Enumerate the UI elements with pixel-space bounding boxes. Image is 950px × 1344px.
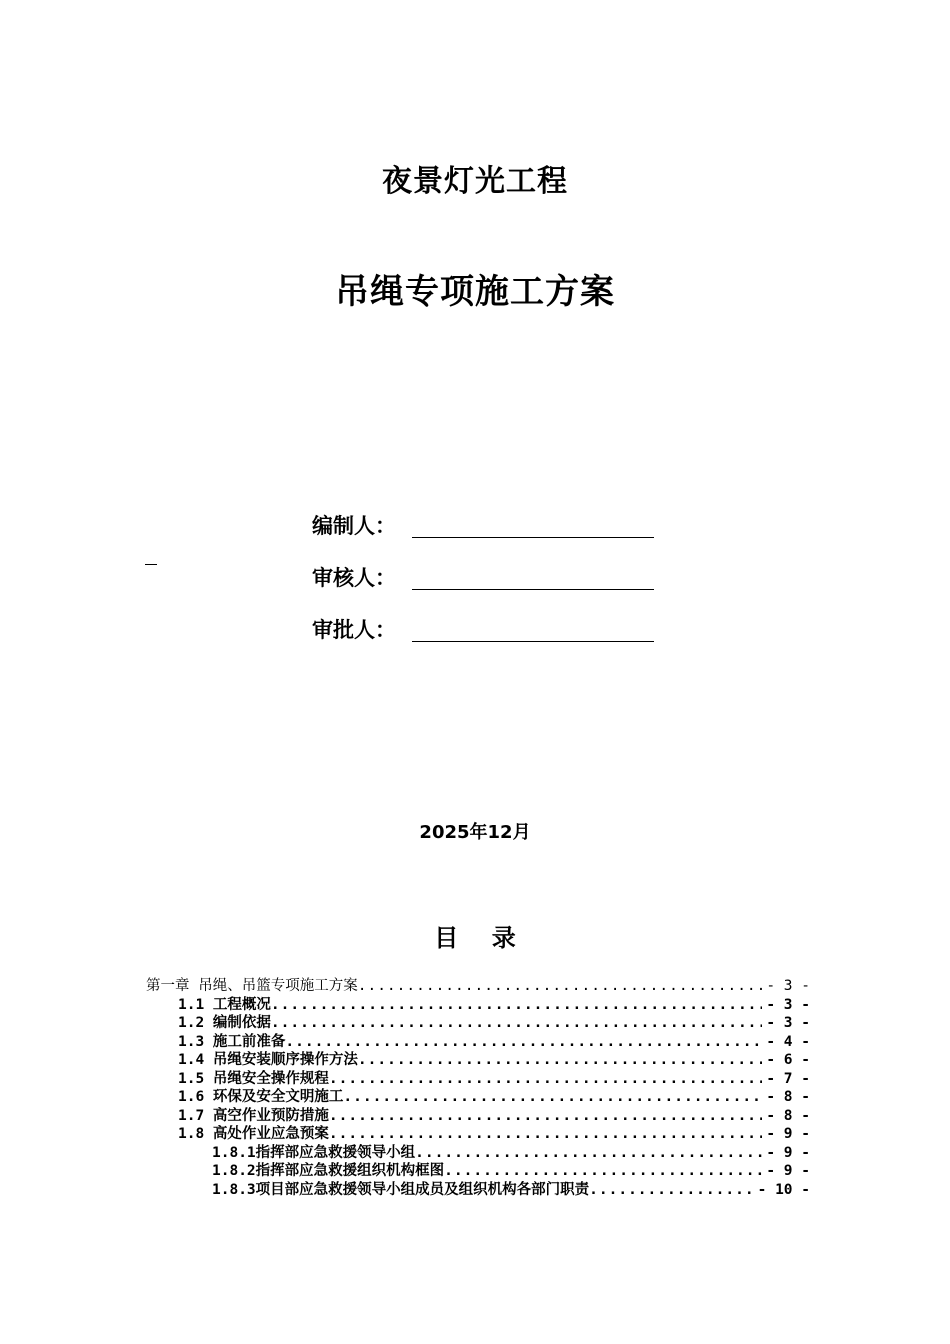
toc-entry-1-3[interactable] (146, 1033, 810, 1052)
toc-entry-text: 1.8 高处作业应急预案 (178, 1126, 329, 1142)
toc-leader-dots (271, 1014, 762, 1033)
toc-leader-dots (358, 977, 763, 996)
toc-page-number: - 3 - (766, 978, 810, 994)
signature-line (412, 617, 654, 642)
toc-leader-dots (415, 1144, 762, 1163)
toc-entry-text: 第一章 吊绳、吊篮专项施工方案 (146, 978, 358, 994)
toc-entry-text: 1.8.2指挥部应急救援组织机构框图 (212, 1163, 445, 1179)
toc-entry-1-1[interactable] (146, 996, 810, 1015)
toc-leader-dots (285, 1033, 762, 1052)
toc-page-number: - 4 - (766, 1033, 810, 1050)
toc-entry-text: 1.2 编制依据 (178, 1015, 271, 1031)
toc-entry-1-8-3[interactable] (146, 1181, 810, 1200)
toc-entry-text: 1.8.3项目部应急救援领导小组成员及组织机构各部门职责 (212, 1181, 590, 1198)
toc-entry-1-8[interactable] (146, 1125, 810, 1144)
signature-row-reviewer (312, 560, 654, 592)
cover-date: 2025年12月 (419, 822, 531, 843)
toc-entry-1-6[interactable] (146, 1088, 810, 1107)
toc-leader-dots (444, 1162, 762, 1181)
toc-entry-text: 1.3 施工前准备 (178, 1033, 286, 1050)
signature-row-approver (312, 612, 654, 644)
toc-page-number: - 9 - (766, 1126, 810, 1142)
toc-entry-1-7[interactable] (146, 1107, 810, 1126)
toc-entry-text: 1.5 吊绳安全操作规程 (178, 1070, 329, 1087)
toc-page-number: - 8 - (766, 1089, 810, 1105)
toc-page-number: - 8 - (766, 1107, 810, 1124)
toc-page-number: - 3 - (766, 996, 810, 1013)
table-of-contents (146, 977, 810, 1199)
toc-entry-1-8-1[interactable] (146, 1144, 810, 1163)
toc-leader-dots (271, 996, 762, 1015)
toc-entry-text: 1.7 高空作业预防措施 (178, 1107, 329, 1124)
toc-entry-1-5[interactable] (146, 1070, 810, 1089)
toc-entry-text: 1.8.1指挥部应急救援领导小组 (212, 1144, 416, 1161)
toc-page-number: - 9 - (766, 1163, 810, 1179)
toc-page-number: - 6 - (766, 1052, 810, 1068)
signature-label: 审核人： (312, 565, 396, 590)
toc-entry-1-4[interactable] (146, 1051, 810, 1070)
stray-mark (145, 564, 157, 565)
toc-entry-1-8-2[interactable] (146, 1162, 810, 1181)
toc-entry-text: 1.1 工程概况 (178, 996, 271, 1013)
toc-leader-dots (329, 1070, 762, 1089)
signature-line (412, 513, 654, 538)
signature-line (412, 565, 654, 590)
signature-label: 审批人： (312, 617, 396, 642)
cover-title-plan: 吊绳专项施工方案 (335, 272, 615, 312)
signature-label: 编制人： (312, 513, 396, 538)
toc-entry-text: 1.4 吊绳安装顺序操作方法 (178, 1052, 358, 1068)
toc-page-number: - 10 - (757, 1181, 810, 1198)
toc-page-number: - 7 - (766, 1070, 810, 1087)
toc-page-number: - 3 - (766, 1015, 810, 1031)
toc-entry-chapter1[interactable] (146, 977, 810, 996)
toc-leader-dots (589, 1181, 753, 1200)
toc-leader-dots (329, 1107, 762, 1126)
signature-row-compiler (312, 508, 654, 540)
toc-leader-dots (343, 1088, 762, 1107)
toc-entry-1-2[interactable] (146, 1014, 810, 1033)
toc-heading: 目 录 (434, 923, 516, 952)
toc-page-number: - 9 - (766, 1144, 810, 1161)
toc-leader-dots (329, 1125, 762, 1144)
toc-leader-dots (358, 1051, 762, 1070)
cover-title-project: 夜景灯光工程 (382, 164, 568, 199)
toc-entry-text: 1.6 环保及安全文明施工 (178, 1089, 344, 1105)
